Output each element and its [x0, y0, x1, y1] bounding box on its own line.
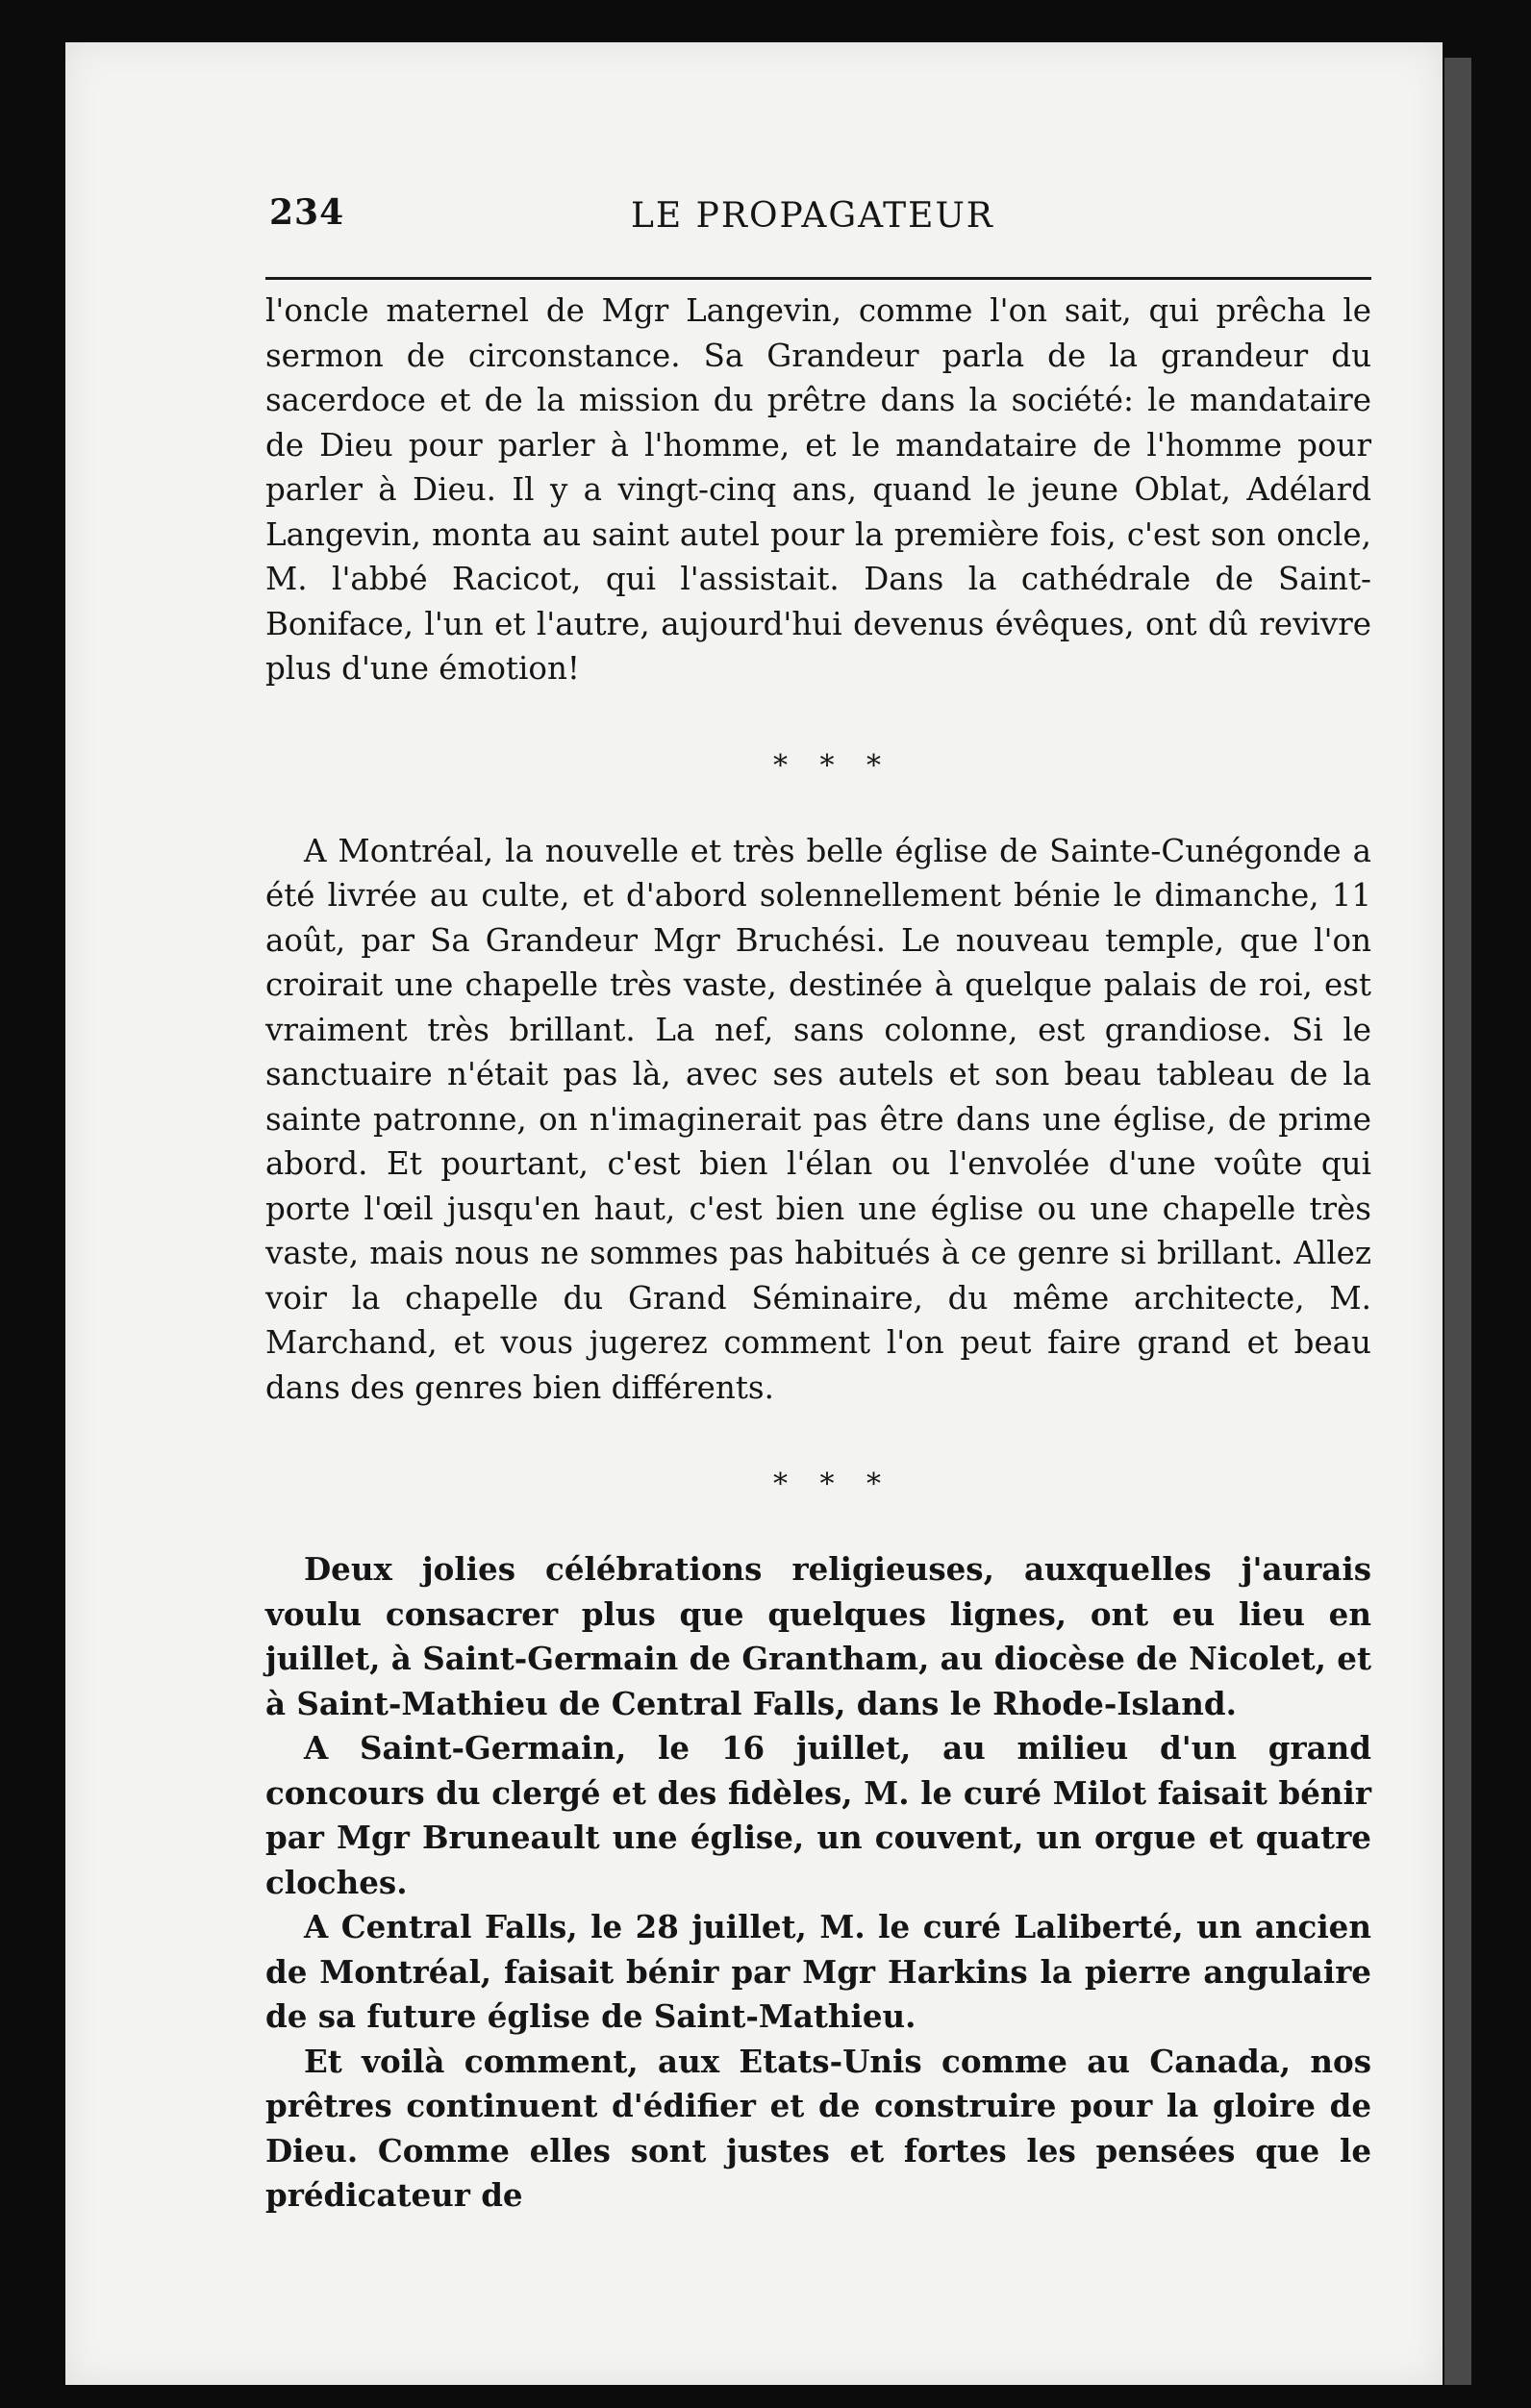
page-header	[265, 192, 1371, 250]
paragraph-saint-germain: A Saint-Germain, le 16 juillet, au milieu d'un grand concours du clergé et des fidèles, M. le curé Milot faisait bénir par Mgr Bruneault une église, un couvent, un orgue et quatre cloches.	[265, 1729, 1371, 1901]
section-separator: * * *	[772, 1467, 893, 1501]
bold-section	[265, 1547, 1371, 2219]
paragraph-montreal: A Montréal, la nouvelle et très belle église de Sainte-Cunégonde a été livrée au culte, et d'abord solennellement bénie le dimanche, 11 août, par Sa Grandeur Mgr Bruchési. Le nouveau temple, que l'on croirait une chapelle très vaste, destinée à quelque palais de roi, est vraiment très brillant. La nef, sans colonne, est grandiose. Si le sanctuaire n'était pas là, avec ses autels et son beau tableau de la sainte patronne, on n'imaginerait pas être dans une église, de prime abord. Et pourtant, c'est bien l'élan ou l'envolée d'une voûte qui porte l'œil jusqu'en haut, c'est bien une église ou une chapelle très vaste, mais nous ne sommes pas habitués à ce genre si brillant. Allez voir la chapelle du Grand Séminaire, du même architecte, M. Marchand, et vous jugerez comment l'on peut faire grand et beau dans des genres bien différents.	[265, 832, 1371, 1406]
paragraph-celebrations: Deux jolies célébrations religieuses, auxquelles j'aurais voulu consacrer plus que quelques lignes, ont eu lieu en juillet, à Saint-Germain de Grantham, au diocèse de Nicolet, et à Saint-Mathieu de Central Falls, dans le Rhode-Island.	[265, 1550, 1371, 1722]
paragraph-continuation: l'oncle maternel de Mgr Langevin, comme l'on sait, qui prêcha le sermon de circonstance. Sa Grandeur parla de la grandeur du sacerdoce et de la mission du prêtre dans la société: le mandataire de Dieu pour parler à l'homme, et le mandataire de l'homme pour parler à Dieu. Il y a vingt-cinq ans, quand le jeune Oblat, Adélard Langevin, monta au saint autel pour la première fois, c'est son oncle, M. l'abbé Racicot, qui l'assistait. Dans la cathédrale de Saint-Boniface, l'un et l'autre, aujourd'hui devenus évêques, ont dû revivre plus d'une émotion!	[265, 292, 1371, 687]
page-body	[265, 288, 1371, 2219]
section-separator: * * *	[772, 748, 893, 783]
running-title: LE PROPAGATEUR	[631, 196, 994, 236]
paragraph-conclusion: Et voilà comment, aux Etats-Unis comme au Canada, nos prêtres continuent d'édifier et de construire pour la gloire de Dieu. Comme elles sont justes et fortes les pensées que le prédicateur de	[265, 2042, 1371, 2214]
header-rule	[265, 277, 1371, 280]
page-edge-shadow	[1444, 58, 1471, 2385]
paragraph-central-falls: A Central Falls, le 28 juillet, M. le curé Laliberté, un ancien de Montréal, faisait bénir par Mgr Harkins la pierre angulaire de sa future église de Saint-Mathieu.	[265, 1908, 1371, 2035]
page-content	[265, 192, 1371, 2214]
page-number: 234	[269, 192, 345, 233]
